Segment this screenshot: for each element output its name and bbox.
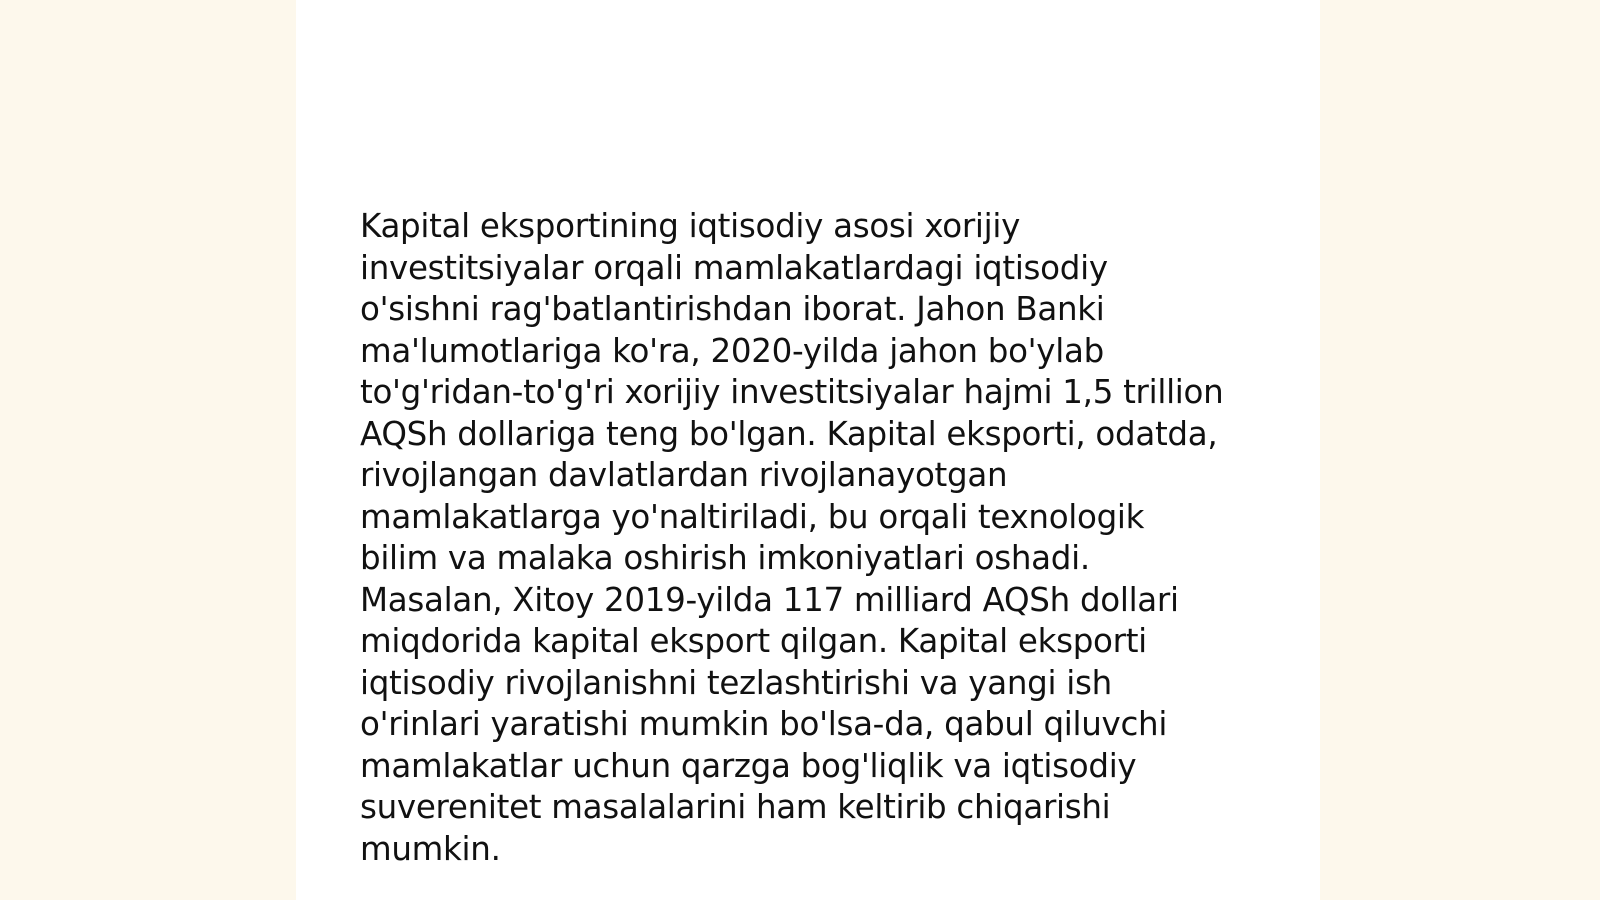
body-paragraph [360,206,1280,870]
paragraph-line: rivojlangan davlatlardan rivojlanayotgan [360,456,1008,494]
paragraph-line: ma'lumotlariga ko'ra, 2020-yilda jahon bo'ylab [360,331,1104,370]
paragraph-line: AQSh dollariga teng bo'lgan. Kapital eksporti, odatda, [360,414,1218,453]
paragraph-line: Masalan, Xitoy 2019-yilda 117 milliard AQSh dollari [360,580,1179,619]
paragraph-line: o'sishni rag'batlantirishdan iborat. Jahon Banki [360,290,1105,328]
paragraph-line: suverenitet masalalarini ham keltirib chiqarishi [360,788,1111,826]
paragraph-line: iqtisodiy rivojlanishni tezlashtirishi va yangi ish [360,663,1112,702]
paragraph-line: mamlakatlarga yo'naltiriladi, bu orqali texnologik [360,497,1145,536]
paragraph-line: mumkin. [360,829,501,868]
paragraph-line: bilim va malaka oshirish imkoniyatlari oshadi. [360,539,1090,577]
paragraph-line: mamlakatlar uchun qarzga bog'liqlik va iqtisodiy [360,746,1137,785]
paragraph-line: miqdorida kapital eksport qilgan. Kapital eksporti [360,622,1147,660]
paragraph-line: investitsiyalar orqali mamlakatlardagi iqtisodiy [360,248,1108,287]
paragraph-line: o'rinlari yaratishi mumkin bo'lsa-da, qabul qiluvchi [360,705,1168,743]
paragraph-line: to'g'ridan-to'g'ri xorijiy investitsiyalar hajmi 1,5 trillion [360,373,1224,411]
paragraph-line: Kapital eksportining iqtisodiy asosi xorijiy [360,207,1021,245]
document-page [296,0,1320,900]
